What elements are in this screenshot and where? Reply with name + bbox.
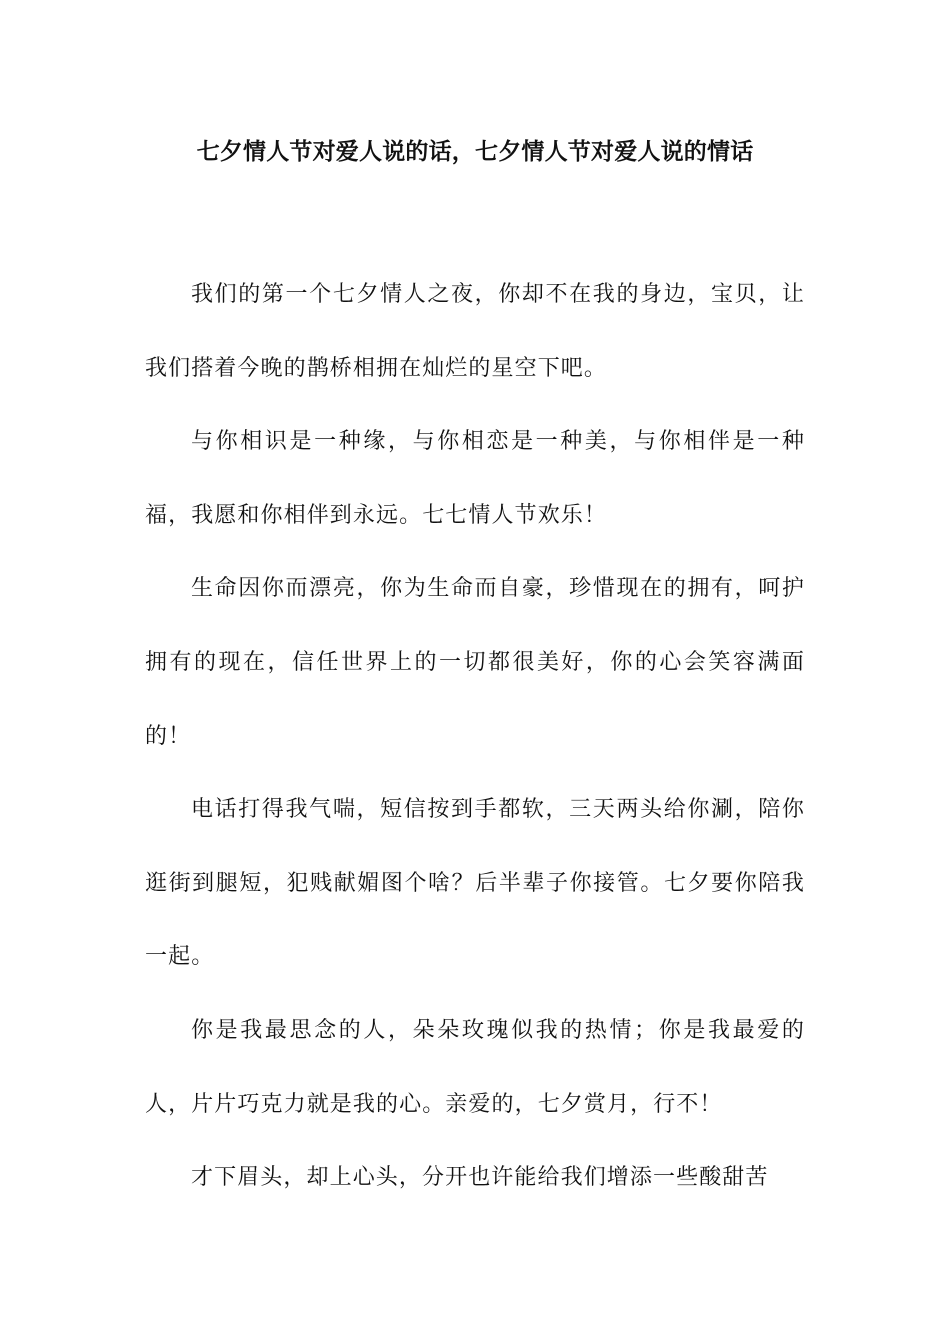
paragraph: 生命因你而漂亮，你为生命而自豪，珍惜现在的拥有，呵护拥有的现在，信任世界上的一切都很美好，你的心会笑容满面的！ xyxy=(145,576,805,749)
paragraph: 电话打得我气喘，短信按到手都软，三天两头给你涮，陪你逛街到腿短，犯贱献媚图个啥？后半辈子你接管。七夕要你陪我一起。 xyxy=(145,797,805,970)
paragraph: 我们的第一个七夕情人之夜，你却不在我的身边，宝贝，让我们搭着今晚的鹊桥相拥在灿烂的星空下吧。 xyxy=(145,282,805,381)
document-title: 七夕情人节对爱人说的话，七夕情人节对爱人说的情话 xyxy=(196,139,754,165)
paragraph: 你是我最思念的人，朵朵玫瑰似我的热情；你是我最爱的人，片片巧克力就是我的心。亲爱的，七夕赏月，行不！ xyxy=(145,1017,805,1117)
paragraph: 才下眉头，却上心头，分开也许能给我们增添一些酸甜苦 xyxy=(191,1165,769,1191)
document-body xyxy=(145,258,805,1215)
paragraph: 与你相识是一种缘，与你相恋是一种美，与你相伴是一种福，我愿和你相伴到永远。七七情人节欢乐！ xyxy=(145,429,805,528)
